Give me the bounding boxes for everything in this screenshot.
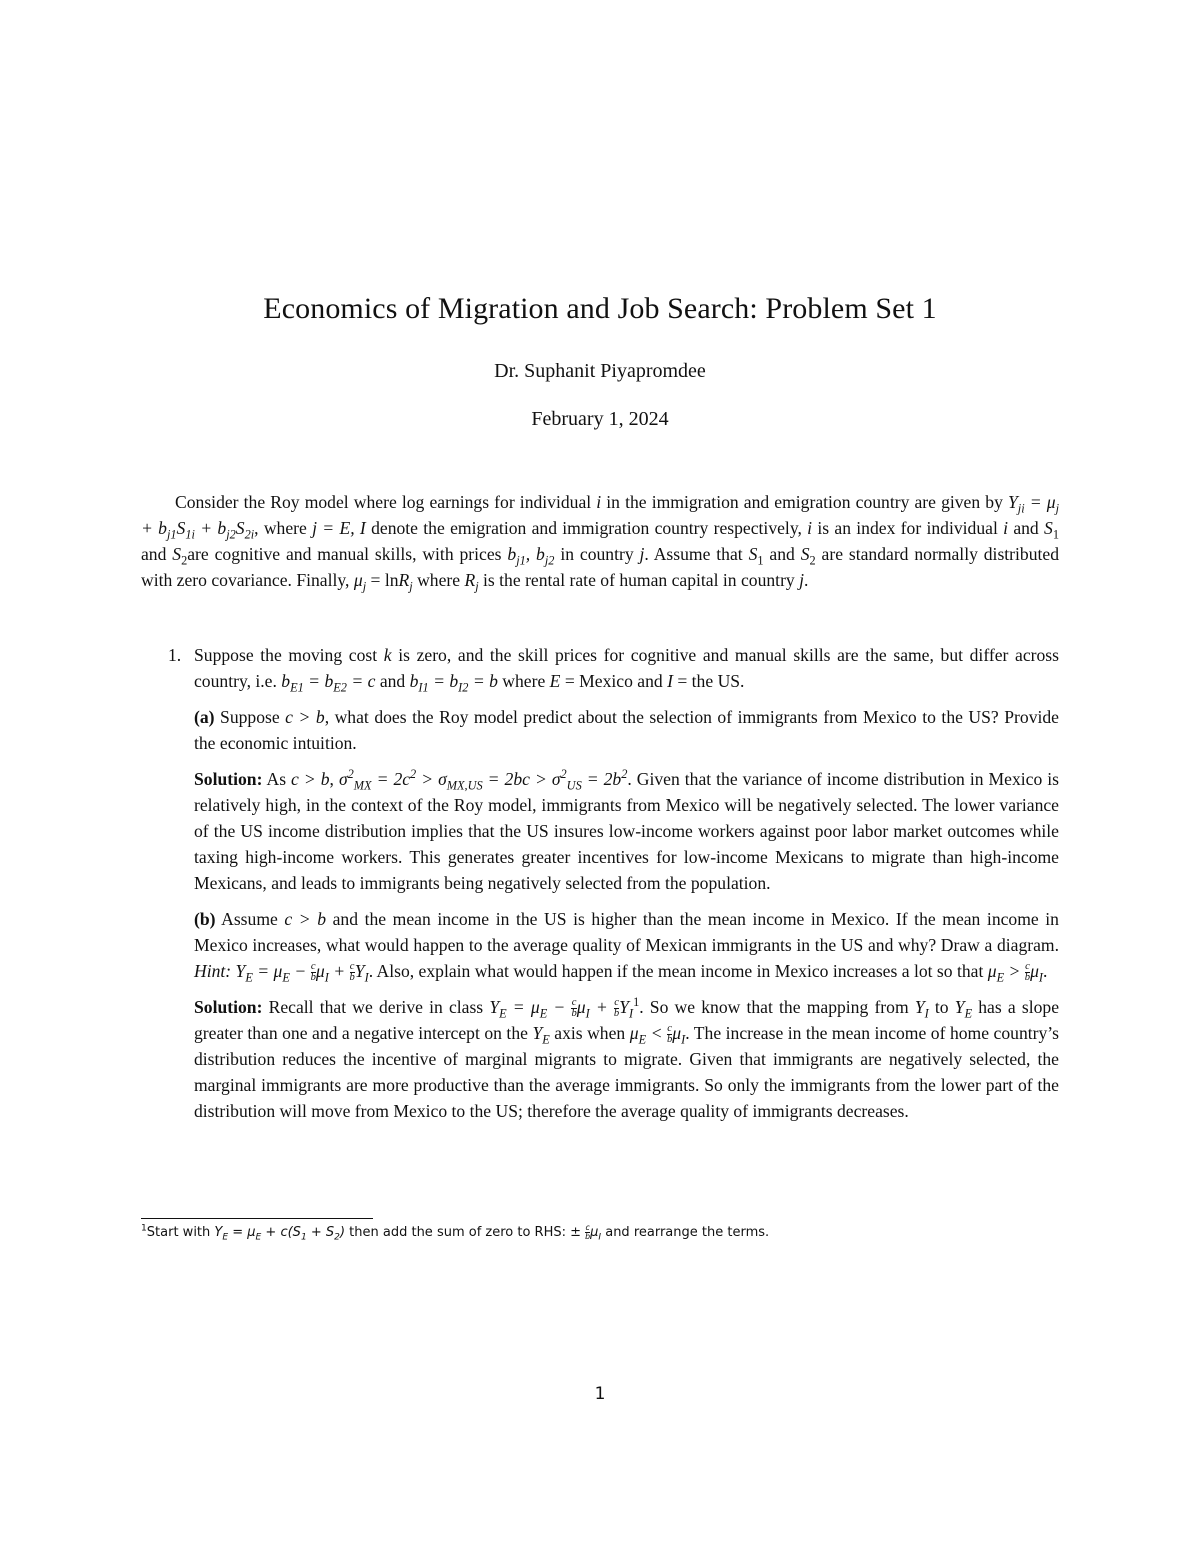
page-number: 1 [594, 1384, 606, 1404]
part-b-solution: Solution: Recall that we derive in class $Y_E = \mu_E$ − $\frac{c}{b}$ $\mu_I$ + $\frac{c}{b}$ $Y_I^1$. So we know that the mapping from $Y_I$ to $Y_E$ has a slope greater than one and a negative intercept on the $Y_E$ axis when $\mu_E$ < $\frac{c}{b}$ $\mu_I$. The increase in the mean income of home country’s distribution reduces the incentive of marginal migrants to migrate. Given that immigrants are negatively selected, the marginal immigrants are more productive than the average immigrants. So only the immigrants from the lower part of the distribution will move from Mexico to the US; therefore the average quality of immigrants decreases. [194, 995, 1060, 1122]
intro-paragraph: Consider the Roy model where log earnings for individual i in the immigration and emigration country are given by $Y_{ji} = \mu_j + b_{j1}S_{1i} + b_{j2}S_{2i}$, where j = E, I denote the emigration and immigration country respectively, i is an index for individual i and $S_1$ and $S_2are$ cognitive and manual skills, with prices $b_{j1}$, $b_{j2}$ in country j. Assume that $S_1$ and $S_2$ are standard normally distributed with zero covariance. Finally, $\mu_j = \ln R_j$ where $R_j$ is the rental rate of human capital in country j. [141, 492, 1060, 594]
part-a-question: (a) Suppose c > b, what does the Roy model predict about the selection of immigrants from Mexico to the US? Provide the economic intuition. [194, 707, 1059, 753]
part-b-question: (b) Assume c > b and the mean income in the US is higher than the mean income in Mexico. If the mean income in Mexico increases, what would happen to the average quality of Mexican immigrants in the US and why? Draw a diagram. Hint: $Y_E = \mu_E$ − $\frac{c}{b}$ $\mu_I$ + $\frac{c}{b}$ $Y_I$. Also, explain what would happen if the mean income in Mexico increases a lot so that $\mu_E$ > $\frac{c}{b}$ $\mu_I$. [194, 909, 1059, 985]
footnote-divider [141, 1218, 373, 1219]
part-a-solution: Solution: As c > b, $\sigma^2_{MX} = 2c^2 > \sigma_{MX,US} = 2bc > \sigma^2_{US} = 2b^2$. Given that the variance of income distribution in Mexico is relatively high, in the context of the Roy model, immigrants from Mexico will be negatively selected. The lower variance of the US income distribution implies that the US insures low-income workers against poor labor market outcomes while taxing high-income workers. This generates greater incentives for low-income Mexicans to migrate than high-income Mexicans, and leads to immigrants being negatively selected from the population. [194, 767, 1059, 893]
document-date: February 1, 2024 [531, 408, 669, 430]
document-title: Economics of Migration and Job Search: Problem Set 1 [263, 292, 937, 325]
question-1-prompt: Suppose the moving cost k is zero, and the skill prices for cognitive and manual skills are the same, but differ across country, i.e. $b_{E1} = b_{E2} = c$ and $b_{I1} = b_{I2} = b$ where E = Mexico and I = the US. [194, 645, 1059, 695]
footnote-marker: 1 [633, 995, 640, 1010]
footnote: $^1$Start with $Y_E = \mu_E + c(S_1 + S_2)$ then add the sum of zero to RHS: ± $\frac{c}{b}$ $\mu_I$ and rearrange the terms. [141, 1223, 770, 1243]
question-1 [141, 642, 1059, 1134]
question-number: 1. [168, 645, 182, 665]
author-name: Dr. Suphanit Piyapromdee [494, 360, 706, 382]
